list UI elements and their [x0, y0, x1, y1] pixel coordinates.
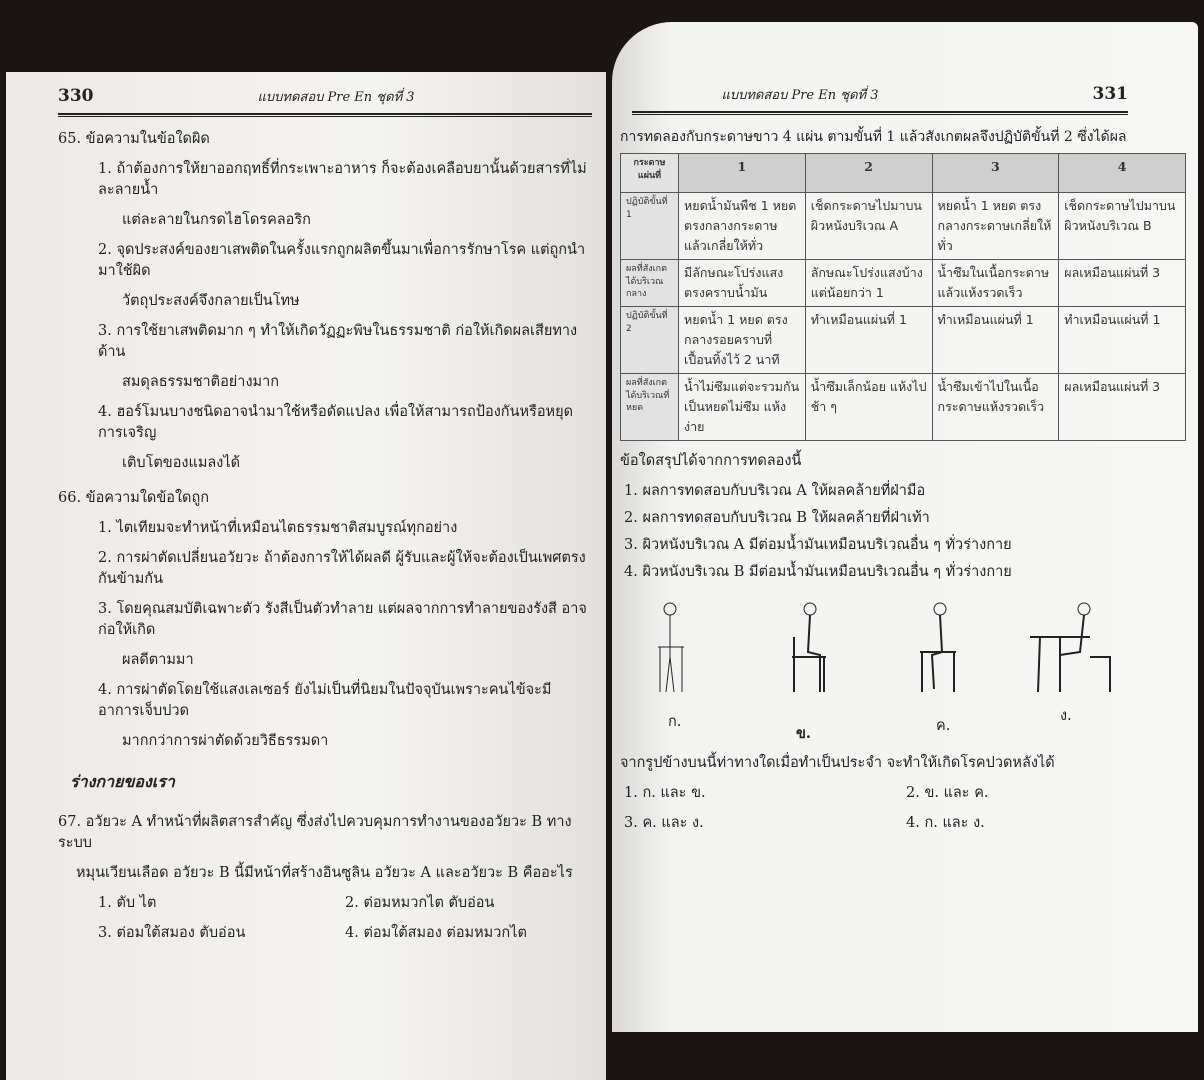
table-cell: เช็ดกระดาษไปมาบนผิวหนังบริเวณ A: [805, 193, 932, 260]
header-rule: [632, 111, 1128, 115]
table-cell: ทำเหมือนแผ่นที่ 1: [805, 307, 932, 374]
question-67-cont: หมุนเวียนเลือด อวัยวะ B นี้มีหน้าที่สร้างอินซูลิน อวัยวะ A และอวัยวะ B คืออะไร: [76, 864, 573, 881]
option: 1. ถ้าต้องการให้ยาออกฤทธิ์ที่กระเพาะอาหาร ก็จะต้องเคลือบยานั้นด้วยสารที่ไม่ละลายน้ำ: [98, 161, 587, 199]
posture-question: จากรูปข้างบนนี้ท่าทางใดเมื่อทำเป็นประจำ จะทำให้เกิดโรคปวดหลังได้: [620, 755, 1055, 772]
option-cont: วัตถุประสงค์จึงกลายเป็นโทษ: [122, 293, 300, 310]
table-row: [621, 307, 1186, 374]
table-cell: หยดน้ำ 1 หยด ตรงกลางกระดาษเกลี่ยให้ทั่ว: [932, 193, 1059, 260]
option: 4. ต่อมใต้สมอง ต่อมหมวกไต: [345, 924, 527, 941]
table-cell: มีลักษณะโปร่งแสงตรงคราบน้ำมัน: [679, 260, 806, 307]
option: 2. จุดประสงค์ของยาเสพติดในครั้งแรกถูกผลิตขึ้นมาเพื่อการรักษาโรค แต่ถูกนำมาใช้ผิด: [98, 242, 586, 280]
table-cell: ลักษณะโปร่งแสงบ้าง แต่น้อยกว่า 1: [805, 260, 932, 307]
option: 1. ไตเทียมจะทำหน้าที่เหมือนไตธรรมชาติสมบูรณ์ทุกอย่าง: [98, 520, 458, 537]
table-cell: ผลเหมือนแผ่นที่ 3: [1059, 374, 1186, 441]
table-cell: เช็ดกระดาษไปมาบนผิวหนังบริเวณ B: [1059, 193, 1186, 260]
option: 4. ก. และ ง.: [906, 815, 985, 832]
option-cont: ผลดีตามมา: [122, 652, 194, 669]
row-label: ผลที่สังเกตได้บริเวณที่หยด: [621, 374, 679, 441]
question-67: 67. อวัยวะ A ทำหน้าที่ผลิตสารสำคัญ ซึ่งส่งไปควบคุมการทำงานของอวัยวะ B ทางระบบ: [58, 813, 572, 851]
table-cell: ทำเหมือนแผ่นที่ 1: [932, 307, 1059, 374]
posture-figure-lifting-icon: [910, 597, 970, 697]
option-cont: แต่ละลายในกรดไฮโดรคลอริก: [122, 212, 311, 229]
question-65: 65. ข้อความในข้อใดผิด: [58, 131, 210, 147]
option: 4. ผิวหนังบริเวณ B มีต่อมน้ำมันเหมือนบริเวณอื่น ๆ ทั่วร่างกาย: [624, 564, 1012, 581]
table-header: 3: [932, 154, 1059, 193]
table-row: [621, 193, 1186, 260]
page-header: แบบทดสอบ Pre En ชุดที่ 3: [721, 88, 879, 103]
header-rule: [58, 113, 592, 117]
posture-figures: [620, 597, 1188, 747]
table-row: [621, 260, 1186, 307]
option: 3. การใช้ยาเสพติดมาก ๆ ทำให้เกิดวัฏฏะพิษในธรรมชาติ ก่อให้เกิดผลเสียทางด้าน: [98, 323, 578, 361]
option: 1. ตับ ไต: [98, 894, 157, 911]
conclusion-question: ข้อใดสรุปได้จากการทดลองนี้: [620, 453, 802, 470]
question-66: 66. ข้อความใดข้อใดถูก: [58, 490, 210, 507]
table-header: 2: [805, 154, 932, 193]
table-cell: น้ำซึมในเนื้อกระดาษแล้วแห้งรวดเร็ว: [932, 260, 1059, 307]
row-label: ปฏิบัติขั้นที่ 2: [621, 307, 679, 374]
posture-figure-desk-icon: [1020, 597, 1120, 697]
table-cell: หยดน้ำมันพืช 1 หยดตรงกลางกระดาษแล้วเกลี่ยให้ทั่ว: [679, 193, 806, 260]
table-header: 4: [1059, 154, 1186, 193]
option: 2. ต่อมหมวกไต ตับอ่อน: [345, 894, 495, 911]
option-cont: เติบโตของแมลงได้: [122, 455, 241, 472]
figure-label: ก.: [668, 714, 682, 731]
table-header: 1: [679, 154, 806, 193]
table-cell: หยดน้ำ 1 หยด ตรงกลางรอยคราบที่เปื้อนทิ้งไว้ 2 นาที: [679, 307, 806, 374]
table-cell: ผลเหมือนแผ่นที่ 3: [1059, 260, 1186, 307]
option: 2. ข. และ ค.: [906, 785, 989, 802]
table-cell: ทำเหมือนแผ่นที่ 1: [1059, 307, 1186, 374]
option: 3. ผิวหนังบริเวณ A มีต่อมน้ำมันเหมือนบริเวณอื่น ๆ ทั่วร่างกาย: [624, 537, 1012, 554]
option: 1. ก. และ ข.: [624, 785, 706, 802]
page-number: 331: [1092, 84, 1128, 104]
option: 1. ผลการทดสอบกับบริเวณ A ให้ผลคล้ายที่ฝ่ามือ: [624, 483, 926, 500]
option: 3. โดยคุณสมบัติเฉพาะตัว รังสีเป็นตัวทำลาย แต่ผลจากการทำลายของรังสี อาจก่อให้เกิด: [98, 601, 587, 639]
table-cell: น้ำซึมเล็กน้อย แห้งไปช้า ๆ: [805, 374, 932, 441]
posture-figure-sitting-icon: [780, 597, 840, 697]
page-number: 330: [58, 86, 94, 106]
table-row: [621, 374, 1186, 441]
figure-label: ง.: [1060, 708, 1072, 725]
left-page: [6, 72, 606, 1080]
option: 2. ผลการทดสอบกับบริเวณ B ให้ผลคล้ายที่ฝ่าเท้า: [624, 510, 930, 527]
figure-label: ข.: [796, 725, 811, 743]
page-header: แบบทดสอบ Pre En ชุดที่ 3: [257, 90, 415, 105]
table-cell: น้ำซึมเข้าไปในเนื้อกระดาษแห้งรวดเร็ว: [932, 374, 1059, 441]
option: 2. การผ่าตัดเปลี่ยนอวัยวะ ถ้าต้องการให้ได้ผลดี ผู้รับและผู้ให้จะต้องเป็นเพศตรงกันข้ามกัน: [98, 550, 586, 588]
table-header: กระดาษแผ่นที่: [621, 154, 679, 193]
right-page: [612, 22, 1198, 1032]
row-label: ปฏิบัติขั้นที่ 1: [621, 193, 679, 260]
section-title: ร่างกายของเรา: [70, 772, 175, 792]
option: 3. ต่อมใต้สมอง ตับอ่อน: [98, 924, 246, 941]
figure-label: ค.: [936, 718, 951, 735]
option: 4. ฮอร์โมนบางชนิดอาจนำมาใช้หรือดัดแปลง เพื่อให้สามารถป้องกันหรือหยุดการเจริญ: [98, 404, 574, 442]
option-cont: สมดุลธรรมชาติอย่างมาก: [122, 374, 280, 391]
row-label: ผลที่สังเกตได้บริเวณกลาง: [621, 260, 679, 307]
option: 3. ค. และ ง.: [624, 815, 704, 832]
option: 4. การผ่าตัดโดยใช้แสงเลเซอร์ ยังไม่เป็นที่นิยมในปัจจุบันเพราะคนไข้จะมีอาการเจ็บปวด: [98, 682, 552, 720]
posture-figure-standing-icon: [650, 597, 710, 697]
option-cont: มากกว่าการผ่าตัดด้วยวิธีธรรมดา: [122, 733, 329, 750]
table-cell: น้ำไม่ซึมแต่จะรวมกันเป็นหยดไม่ซึม แห้งง่าย: [679, 374, 806, 441]
experiment-table: [620, 153, 1186, 441]
experiment-intro: การทดลองกับกระดาษขาว 4 แผ่น ตามขั้นที่ 1 แล้วสังเกตผลจึงปฏิบัติขั้นที่ 2 ซึ่งได้ผล: [620, 129, 1127, 145]
